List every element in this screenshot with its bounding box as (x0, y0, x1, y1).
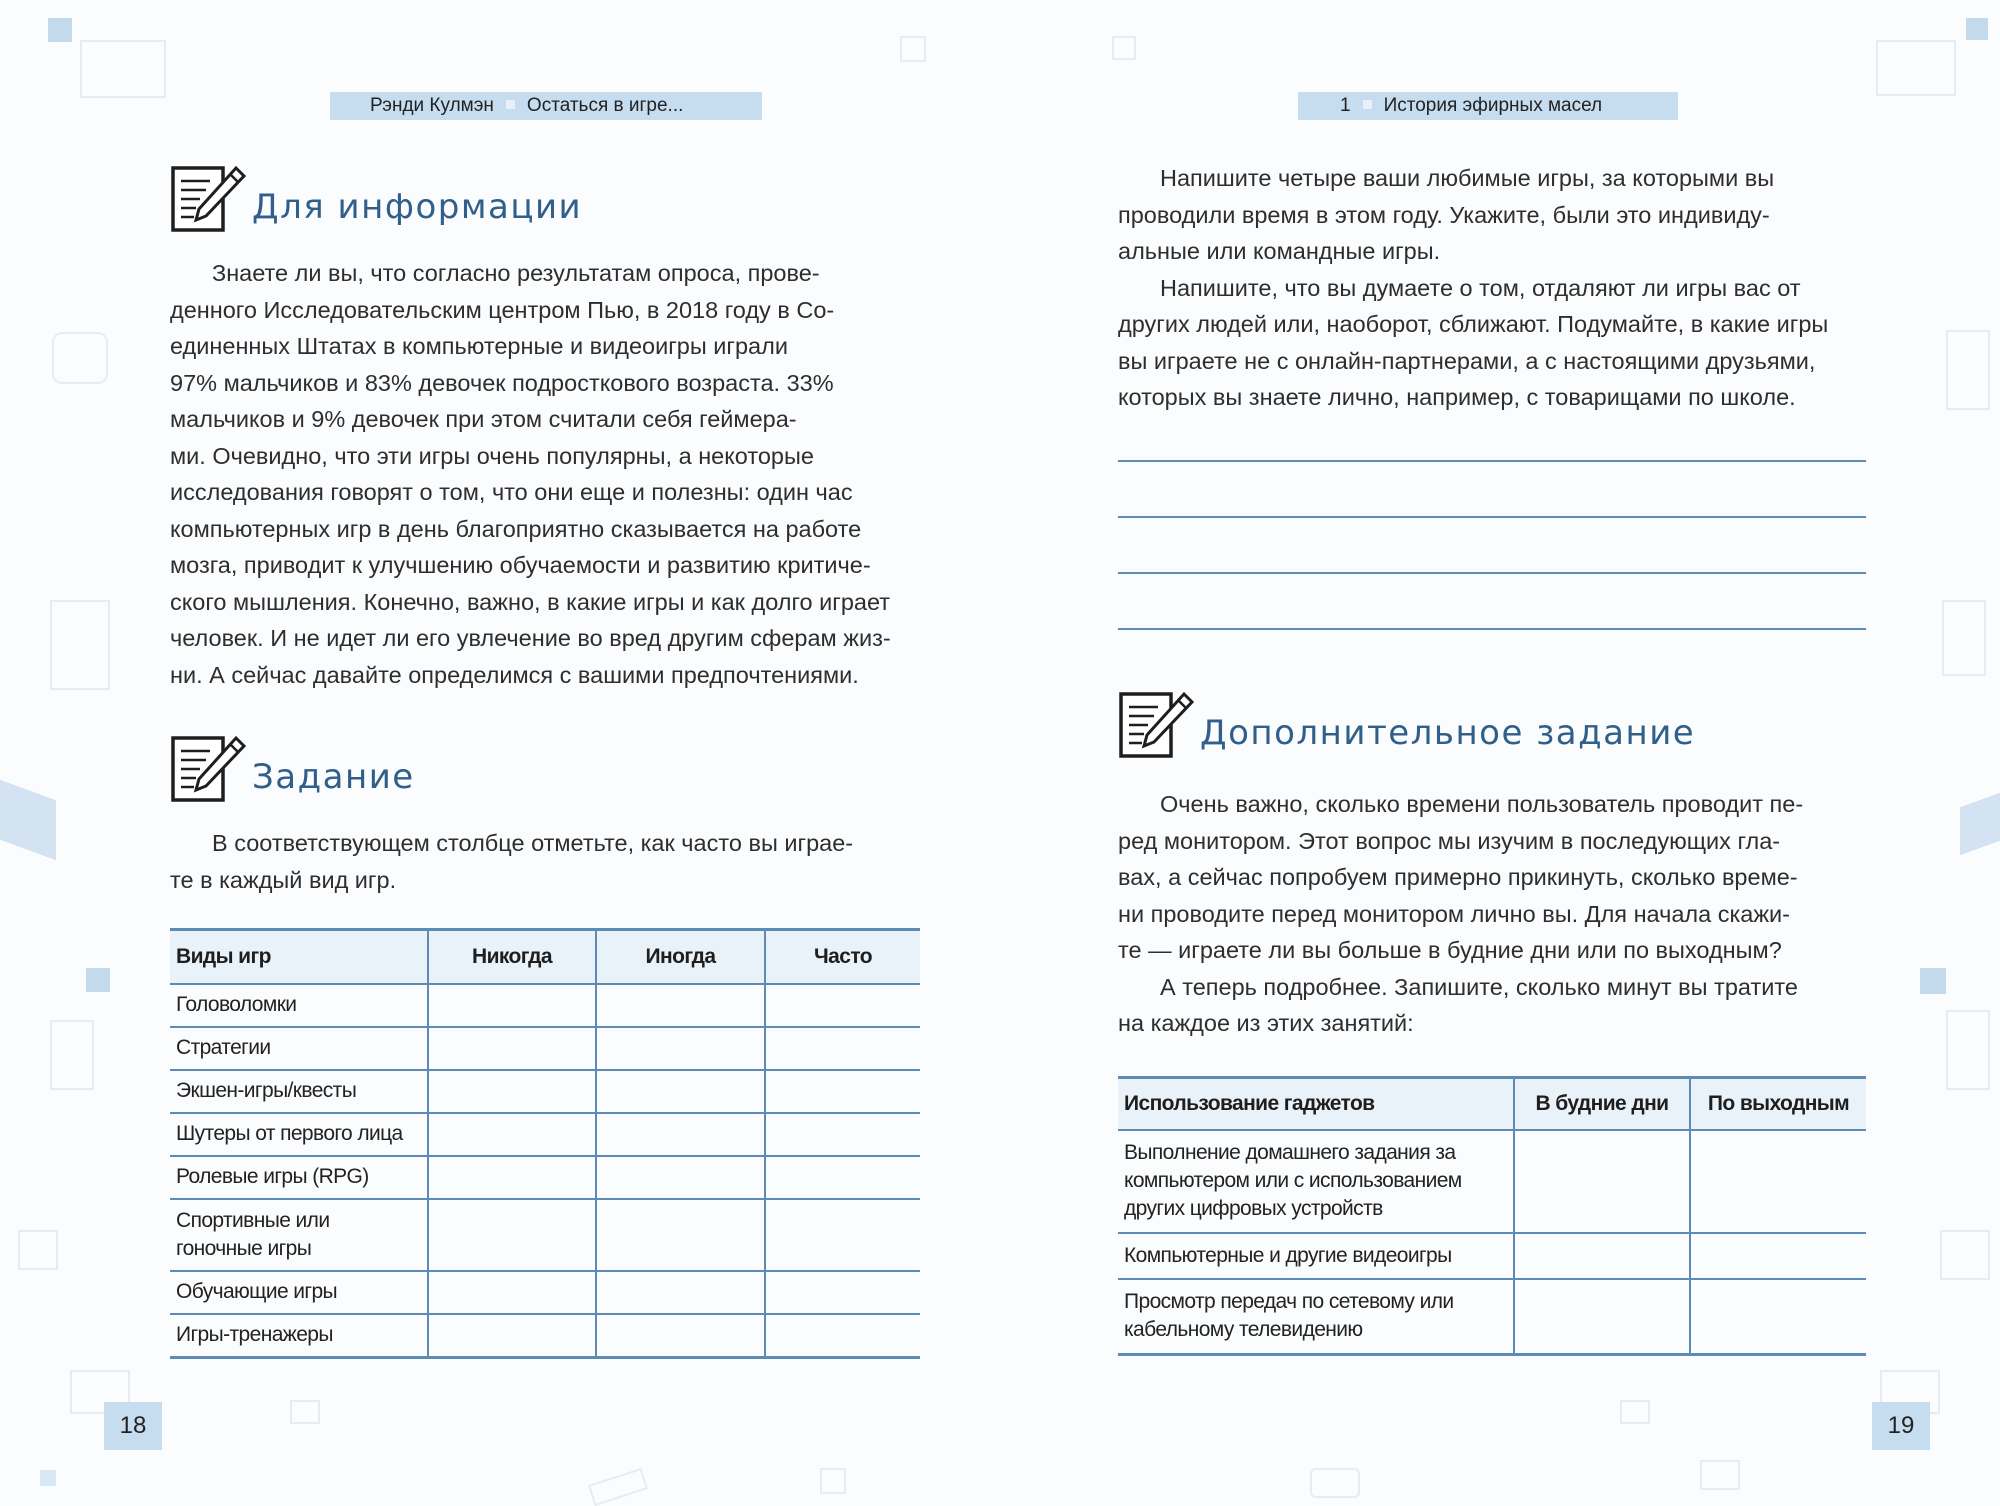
sometimes-cell[interactable] (596, 1271, 765, 1314)
deco-outline (50, 1020, 94, 1090)
never-cell[interactable] (428, 1027, 596, 1070)
deco-outline (18, 1230, 58, 1270)
table-row (170, 1156, 920, 1199)
text-line: человек. И не идет ли его увлечение во вред другим сферам жиз- (170, 625, 891, 651)
column-header: Часто (765, 930, 920, 984)
table-row (1118, 1130, 1866, 1233)
task-paragraph (170, 825, 920, 898)
text-line: ни. А сейчас давайте определимся с вашими предпочтениями. (170, 661, 859, 688)
text-line: которых вы знаете лично, например, с товарищами по школе. (1118, 384, 1796, 410)
text-line: В соответствующем столбце отметьте, как часто вы играе- (212, 830, 854, 856)
deco-outline (80, 40, 166, 98)
text-line: ред монитором. Этот вопрос мы изучим в последующих гла- (1118, 827, 1781, 854)
text-line: других людей или, наоборот, сближают. Подумайте, в какие игры (1118, 311, 1829, 337)
activity: Компьютерные и другие видеоигры (1118, 1233, 1514, 1279)
running-head-author: Рэнди Кулмэн (370, 95, 494, 116)
info-heading-text: Для информации (252, 187, 583, 227)
answer-line[interactable] (1118, 628, 1866, 630)
extra-task-heading-text: Дополнительное задание (1200, 713, 1696, 753)
sometimes-cell[interactable] (596, 1199, 765, 1271)
game-type: Игры-тренажеры (170, 1314, 428, 1358)
table-row (170, 1070, 920, 1113)
text-line: компьютерных игр в день благоприятно сказывается на работе (170, 515, 862, 542)
game-type: Головоломки (170, 984, 428, 1027)
text-line: денного Исследовательским центром Пью, в 2018 году в Со- (170, 296, 835, 323)
note-pencil-icon (170, 162, 248, 236)
text-line: ского мышления. Конечно, важно, в какие игры и как долго играет (170, 588, 891, 615)
extra-task-heading (1118, 688, 1695, 762)
text-line: те в каждый вид игр. (170, 866, 397, 893)
never-cell[interactable] (428, 1199, 596, 1271)
note-pencil-icon (170, 732, 248, 806)
answer-line[interactable] (1118, 572, 1866, 574)
extra-task-paragraph (1118, 786, 1866, 1042)
text-line: А теперь подробнее. Запишите, сколько минут вы тратите (1160, 973, 1798, 1000)
table-row (1118, 1233, 1866, 1279)
text-line: Напишите четыре ваши любимые игры, за которыми вы (1160, 165, 1775, 191)
column-header: По выходным (1690, 1078, 1866, 1130)
running-head-chapter: 1 (1340, 95, 1351, 116)
never-cell[interactable] (428, 1156, 596, 1199)
often-cell[interactable] (765, 984, 920, 1027)
table-row (170, 1199, 920, 1271)
deco-outline (1112, 36, 1136, 60)
deco-game-controller (1960, 793, 2000, 856)
game-type: Спортивные или гоночные игры (170, 1199, 428, 1271)
activity: Выполнение домашнего задания за компьютером или с использованием других цифровых устройств (1118, 1130, 1514, 1233)
deco-game-controller (0, 780, 56, 860)
table-row (170, 1113, 920, 1156)
deco-outline (1942, 600, 1986, 676)
table-header-row (170, 930, 920, 984)
deco-outline (1876, 40, 1956, 96)
text-line: мозга, приводит к улучшению обучаемости и развитию критиче- (170, 552, 871, 578)
table-row (1118, 1279, 1866, 1355)
text-line: ми. Очевидно, что эти игры очень популярны, а некоторые (170, 442, 814, 469)
deco-outline (1946, 330, 1990, 410)
deco-square (1966, 18, 1988, 40)
left-page (0, 0, 1000, 1504)
info-paragraph (170, 255, 920, 693)
note-pencil-icon (1118, 688, 1196, 762)
column-header: Никогда (428, 930, 596, 984)
table-row (170, 1027, 920, 1070)
deco-outline (1946, 1010, 1990, 1090)
sometimes-cell[interactable] (596, 1314, 765, 1358)
game-type: Экшен-игры/квесты (170, 1070, 428, 1113)
game-type: Шутеры от первого лица (170, 1113, 428, 1156)
weekends-cell[interactable] (1690, 1130, 1866, 1233)
deco-outline (1940, 1230, 1990, 1280)
column-header: Иногда (596, 930, 765, 984)
text-line: альные или командные игры. (1118, 238, 1441, 264)
info-heading (170, 162, 582, 236)
text-line: проводили время в этом году. Укажите, были это индивиду- (1118, 201, 1770, 228)
activity: Просмотр передач по сетевому или кабельному телевидению (1118, 1279, 1514, 1355)
often-cell[interactable] (765, 1070, 920, 1113)
deco-outline (588, 1468, 648, 1506)
answer-line[interactable] (1118, 460, 1866, 462)
weekdays-cell[interactable] (1514, 1130, 1690, 1233)
text-line: Знаете ли вы, что согласно результатам опроса, прове- (212, 260, 820, 286)
column-header: В будние дни (1514, 1078, 1690, 1130)
answer-line[interactable] (1118, 516, 1866, 518)
often-cell[interactable] (765, 1314, 920, 1358)
deco-outline (820, 1468, 846, 1494)
weekdays-cell[interactable] (1514, 1279, 1690, 1355)
weekends-cell[interactable] (1690, 1233, 1866, 1279)
table-row (170, 1271, 920, 1314)
running-head-title: Остаться в игре... (526, 95, 684, 116)
text-line: те — играете ли вы больше в будние дни или по выходным? (1118, 937, 1782, 963)
often-cell[interactable] (765, 1199, 920, 1271)
never-cell[interactable] (428, 1314, 596, 1358)
deco-outline (1620, 1400, 1650, 1424)
column-header: Виды игр (170, 930, 428, 984)
sometimes-cell[interactable] (596, 984, 765, 1027)
running-head (330, 92, 762, 120)
text-line: вы играете не с онлайн-партнерами, а с настоящими друзьями, (1118, 347, 1816, 374)
often-cell[interactable] (765, 1156, 920, 1199)
task-heading (170, 732, 415, 806)
sometimes-cell[interactable] (596, 1113, 765, 1156)
gadget-usage-table (1118, 1076, 1866, 1356)
page-number: 18 (104, 1402, 162, 1450)
text-line: ни проводите перед монитором лично вы. Для начала скажи- (1118, 900, 1791, 927)
never-cell[interactable] (428, 1113, 596, 1156)
weekdays-cell[interactable] (1514, 1233, 1690, 1279)
deco-square (1920, 968, 1946, 994)
text-line: Очень важно, сколько времени пользователь проводит пе- (1160, 791, 1804, 817)
deco-square (86, 968, 110, 992)
never-cell[interactable] (428, 1271, 596, 1314)
often-cell[interactable] (765, 1027, 920, 1070)
page-number: 19 (1872, 1402, 1930, 1450)
often-cell[interactable] (765, 1271, 920, 1314)
deco-outline (50, 600, 110, 690)
table-header-row (1118, 1078, 1866, 1130)
weekends-cell[interactable] (1690, 1279, 1866, 1355)
game-type: Ролевые игры (RPG) (170, 1156, 428, 1199)
task-heading-text: Задание (252, 757, 415, 797)
deco-speech-bubble (52, 332, 108, 384)
table-row (170, 1314, 920, 1358)
text-line: на каждое из этих занятий: (1118, 1010, 1414, 1036)
text-line: вах, а сейчас попробуем примерно прикинуть, сколько време- (1118, 864, 1798, 890)
running-head (1298, 92, 1678, 120)
game-type: Обучающие игры (170, 1271, 428, 1314)
table-row (170, 984, 920, 1027)
games-frequency-table (170, 928, 920, 1359)
often-cell[interactable] (765, 1113, 920, 1156)
text-line: Напишите, что вы думаете о том, отдаляют ли игры вас от (1160, 274, 1801, 301)
sometimes-cell[interactable] (596, 1156, 765, 1199)
deco-outline (290, 1400, 320, 1424)
deco-outline (900, 36, 926, 62)
column-header: Использование гаджетов (1118, 1078, 1514, 1130)
never-cell[interactable] (428, 1070, 596, 1113)
text-line: исследования говорят о том, что они еще и полезны: один час (170, 479, 853, 505)
deco-square (48, 18, 72, 42)
deco-outline (1700, 1460, 1740, 1490)
sometimes-cell[interactable] (596, 1070, 765, 1113)
text-line: единенных Штатах в компьютерные и видеоигры играли (170, 333, 788, 359)
sometimes-cell[interactable] (596, 1027, 765, 1070)
never-cell[interactable] (428, 984, 596, 1027)
text-line: мальчиков и 9% девочек при этом считали себя геймера- (170, 406, 797, 432)
intro-paragraph (1118, 160, 1866, 416)
deco-square (40, 1470, 56, 1486)
running-head-title: История эфирных масел (1383, 95, 1603, 116)
game-type: Стратегии (170, 1027, 428, 1070)
right-page (1000, 0, 2000, 1504)
deco-outline (1310, 1468, 1360, 1498)
text-line: 97% мальчиков и 83% девочек подросткового возраста. 33% (170, 369, 834, 396)
